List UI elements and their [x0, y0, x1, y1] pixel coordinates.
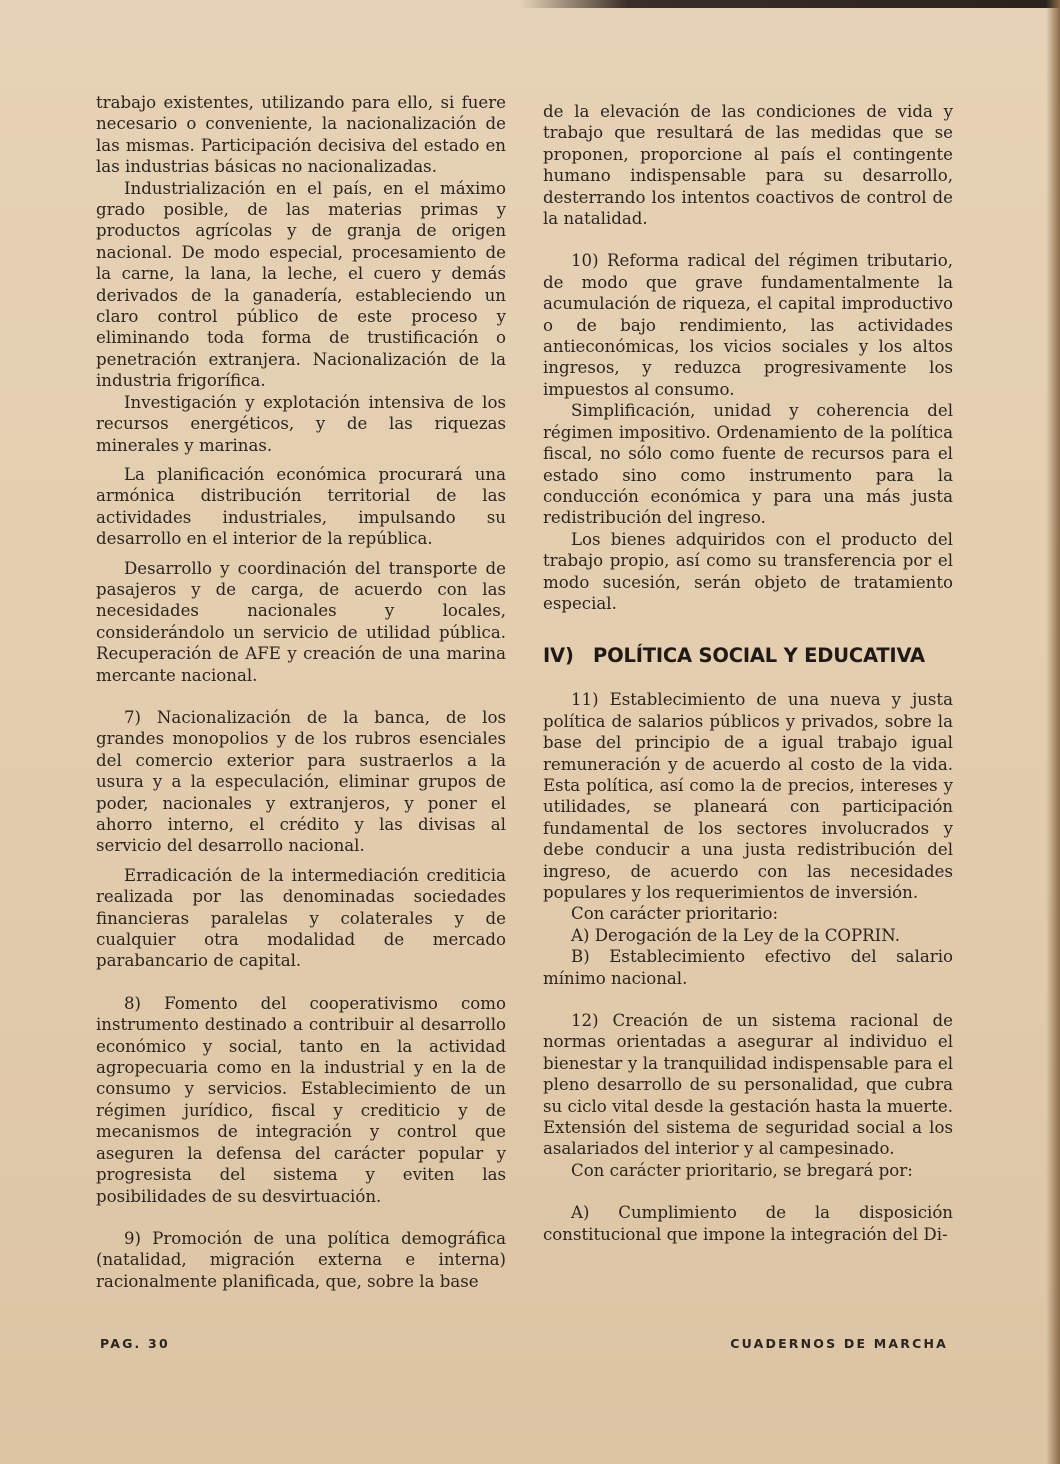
- paragraph-item-12: 12) Creación de un sistema racional de normas orientadas a asegurar al individuo el bienestar y la tranquilidad indispensable para el pleno desarrollo de su personalidad, que cubra su ciclo vital desde la gestación hasta la muerte. Extensión del sistema de seguridad social a los asalariados del interior y al campesinado.: [543, 1011, 953, 1159]
- paragraph-item-10: 10) Reforma radical del régimen tributario, de modo que grave fundamentalmente la acumulación de riqueza, el capital improductivo o de bajo rendimiento, las actividades antieconómicas, los vicios sociales y los altos ingresos, y reduzca progresivamente los impuestos al consumo.: [543, 251, 953, 399]
- section-title: POLÍTICA SOCIAL Y EDUCATIVA: [593, 644, 925, 668]
- page-top-shadow: [520, 0, 1060, 8]
- list-item: B) Establecimiento efectivo del salario mínimo nacional.: [543, 947, 953, 988]
- paragraph-item-11: 11) Establecimiento de una nueva y justa política de salarios públicos y privados, sobre la base del principio de a igual trabajo igual remuneración y de acuerdo al costo de la vida. Esta política, así como la de precios, intereses y utilidades, se planeará con participación fundamental de los sectores involucrados y debe conducir a una justa redistribución del ingreso, de acuerdo con las necesidades populares y los requerimientos de inversión.: [543, 690, 953, 902]
- paragraph: La planificación económica procurará una armónica distribución territorial de las actividades industriales, impulsando su desarrollo en el interior de la república.: [96, 464, 506, 549]
- section-number: IV): [543, 644, 574, 668]
- list-item: A) Derogación de la Ley de la COPRIN.: [571, 925, 900, 945]
- left-column: [96, 92, 506, 1292]
- publication-name: CUADERNOS DE MARCHA: [730, 1336, 948, 1351]
- paragraph: Con carácter prioritario:: [571, 904, 779, 924]
- paragraph: Con carácter prioritario, se bregará por:: [571, 1160, 913, 1180]
- paragraph-item-8: 8) Fomento del cooperativismo como instrumento destinado a contribuir al desarrollo económico y social, tanto en la actividad agropecuaria como en la industrial y en la de consumo y servicios. Establecimiento de un régimen jurídico, fiscal y crediticio y de mecanismos de integración y control que aseguren la defensa del carácter popular y progresista del sistema y eviten las posibilidades de su desvirtuación.: [96, 993, 506, 1206]
- paragraph: Investigación y explotación intensiva de los recursos energéticos, y de las riquezas minerales y marinas.: [96, 392, 506, 455]
- paragraph-item-9: 9) Promoción de una política demográfica (natalidad, migración externa e interna) racionalmente planificada, que, sobre la base: [96, 1228, 506, 1291]
- paragraph-item-7: 7) Nacionalización de la banca, de los grandes monopolios y de los rubros esenciales del comercio exterior para sustraerlos a la usura y a la especulación, eliminar grupos de poder, nacionales y extranjeros, y poner el ahorro interno, el crédito y las divisas al servicio del desarrollo nacional.: [96, 707, 506, 856]
- paragraph: Los bienes adquiridos con el producto del trabajo propio, así como su transferencia por el modo sucesión, serán objeto de tratamiento especial.: [543, 529, 953, 613]
- paragraph: Desarrollo y coordinación del transporte de pasajeros y de carga, de acuerdo con las necesidades nacionales y locales, considerándolo un servicio de utilidad pública. Recuperación de AFE y creación de una marina mercante nacional.: [96, 558, 506, 685]
- paragraph: Simplificación, unidad y coherencia del régimen impositivo. Ordenamiento de la política fiscal, no sólo como fuente de recursos para el estado sino como instrumento para la conducción económica y para una más justa redistribución del ingreso.: [543, 401, 953, 528]
- list-item: A) Cumplimiento de la disposición constitucional que impone la integración del Di-: [543, 1203, 953, 1244]
- page-number: PAG. 30: [100, 1336, 170, 1351]
- paragraph: Industrialización en el país, en el máximo grado posible, de las materias primas y productos agrícolas y de granja de origen nacional. De modo especial, procesamiento de la carne, la lana, la leche, el cuero y demás derivados de la ganadería, estableciendo un claro control público de este proceso y eliminando toda forma de trustificación o penetración extranjera. Nacionalización de la industria frigorífica.: [96, 178, 506, 391]
- paragraph: trabajo existentes, utilizando para ello, si fuere necesario o conveniente, la nacionalización de las mismas. Participación decisiva del estado en las industrias básicas no nacionalizadas.: [96, 93, 506, 177]
- paragraph: de la elevación de las condiciones de vida y trabajo que resultará de las medidas que se proponen, proporcione al país el contingente humano indispensable para su desarrollo, desterrando los intentos coactivos de control de la natalidad.: [543, 102, 953, 229]
- page-right-edge: [1046, 0, 1060, 1464]
- right-column: [543, 101, 953, 1245]
- section-heading: [543, 642, 953, 669]
- paragraph: Erradicación de la intermediación crediticia realizada por las denominadas sociedades financieras paralelas y colaterales y de cualquier otra modalidad de mercado parabancario de capital.: [96, 865, 506, 971]
